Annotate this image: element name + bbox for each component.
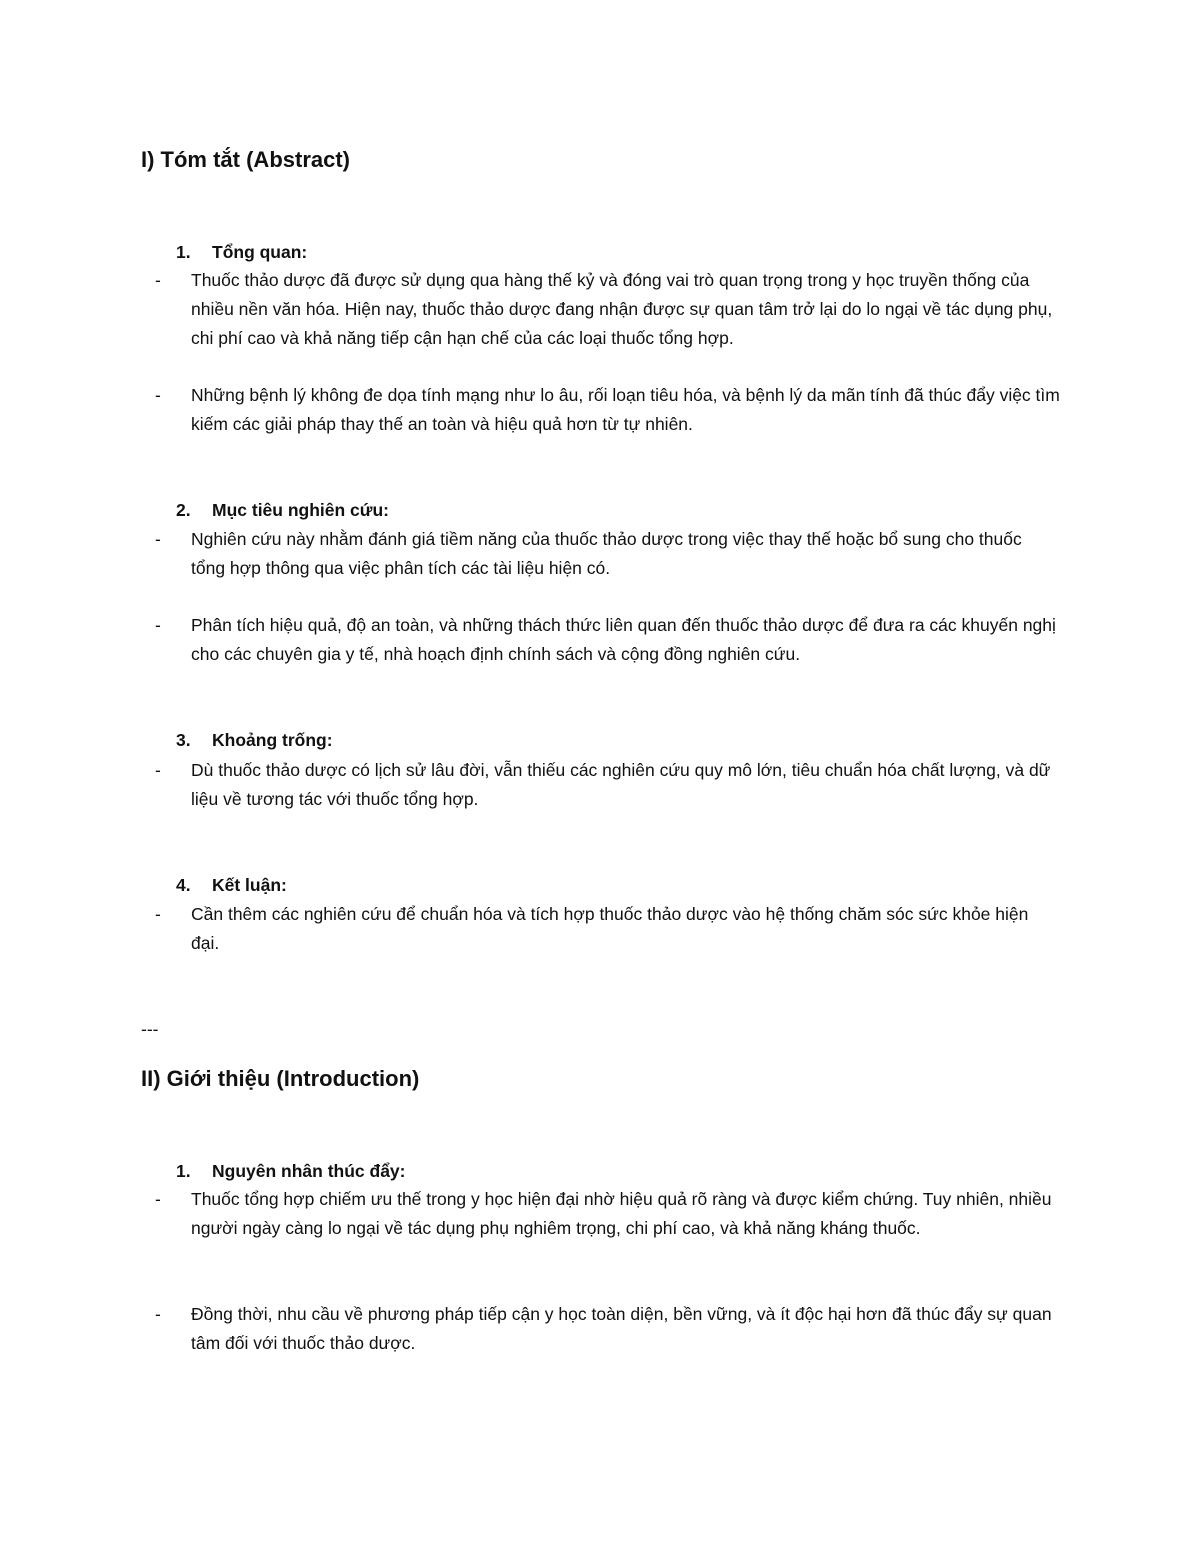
list-item: [155, 1300, 1060, 1358]
bullet-dash: -: [155, 760, 161, 780]
list-item: [155, 525, 1060, 583]
subsection-number: 3.: [176, 730, 191, 750]
subsection-heading: [176, 238, 307, 266]
bullet-dash: -: [155, 1189, 161, 1209]
section-separator: ---: [141, 1019, 159, 1039]
subsection-title: Khoảng trống:: [212, 730, 333, 750]
bullet-dash: -: [155, 270, 161, 290]
list-item-text: Thuốc tổng hợp chiếm ưu thế trong y học hiện đại nhờ hiệu quả rõ ràng và được kiểm chứng. Tuy nhiên, nhiều người ngày càng lo ngại về tác dụng phụ nghiêm trọng, chi phí cao, và khả năng kháng thuốc.: [191, 1189, 1052, 1238]
list-item: [155, 381, 1060, 439]
list-item: [155, 266, 1060, 353]
bullet-dash: -: [155, 904, 161, 924]
list-item: [155, 756, 1060, 814]
list-item-text: Nghiên cứu này nhằm đánh giá tiềm năng của thuốc thảo dược trong việc thay thế hoặc bổ sung cho thuốc tổng hợp thông qua việc phân tích các tài liệu hiện có.: [191, 529, 1022, 578]
subsection-number: 4.: [176, 875, 191, 895]
list-item: [155, 1185, 1060, 1243]
subsection-title: Nguyên nhân thúc đẩy:: [212, 1161, 406, 1181]
subsection-heading: [176, 496, 389, 524]
bullet-dash: -: [155, 385, 161, 405]
subsection-heading: [176, 871, 287, 899]
list-item-text: Đồng thời, nhu cầu về phương pháp tiếp cận y học toàn diện, bền vững, và ít độc hại hơn đã thúc đẩy sự quan tâm đối với thuốc thảo dược.: [191, 1304, 1052, 1353]
list-item-text: Thuốc thảo dược đã được sử dụng qua hàng thế kỷ và đóng vai trò quan trọng trong y học truyền thống của nhiều nền văn hóa. Hiện nay, thuốc thảo dược đang nhận được sự quan tâm trở lại do lo ngại về tác dụng phụ, chi phí cao và khả năng tiếp cận hạn chế của các loại thuốc tổng hợp.: [191, 270, 1053, 348]
bullet-dash: -: [155, 529, 161, 549]
list-item: [155, 900, 1060, 958]
list-item-text: Dù thuốc thảo dược có lịch sử lâu đời, vẫn thiếu các nghiên cứu quy mô lớn, tiêu chuẩn hóa chất lượng, và dữ liệu về tương tác với thuốc tổng hợp.: [191, 760, 1051, 809]
list-item-text: Cần thêm các nghiên cứu để chuẩn hóa và tích hợp thuốc thảo dược vào hệ thống chăm sóc sức khỏe hiện đại.: [191, 904, 1029, 953]
subsection-number: 2.: [176, 500, 191, 520]
subsection-heading: [176, 726, 333, 754]
subsection-heading: [176, 1157, 405, 1185]
list-item-text: Những bệnh lý không đe dọa tính mạng như lo âu, rối loạn tiêu hóa, và bệnh lý da mãn tính đã thúc đẩy việc tìm kiếm các giải pháp thay thế an toàn và hiệu quả hơn từ tự nhiên.: [191, 385, 1060, 434]
section-title-abstract: I) Tóm tắt (Abstract): [141, 147, 350, 172]
bullet-dash: -: [155, 1304, 161, 1324]
subsection-title: Tổng quan:: [212, 242, 308, 262]
section-title-introduction: II) Giới thiệu (Introduction): [141, 1066, 420, 1091]
subsection-number: 1.: [176, 242, 191, 262]
bullet-dash: -: [155, 615, 161, 635]
subsection-title: Mục tiêu nghiên cứu:: [212, 500, 389, 520]
list-item: [155, 611, 1060, 669]
subsection-number: 1.: [176, 1161, 191, 1181]
list-item-text: Phân tích hiệu quả, độ an toàn, và những thách thức liên quan đến thuốc thảo dược để đưa ra các khuyến nghị cho các chuyên gia y tế, nhà hoạch định chính sách và cộng đồng nghiên cứu.: [191, 615, 1056, 664]
subsection-title: Kết luận:: [212, 875, 287, 895]
